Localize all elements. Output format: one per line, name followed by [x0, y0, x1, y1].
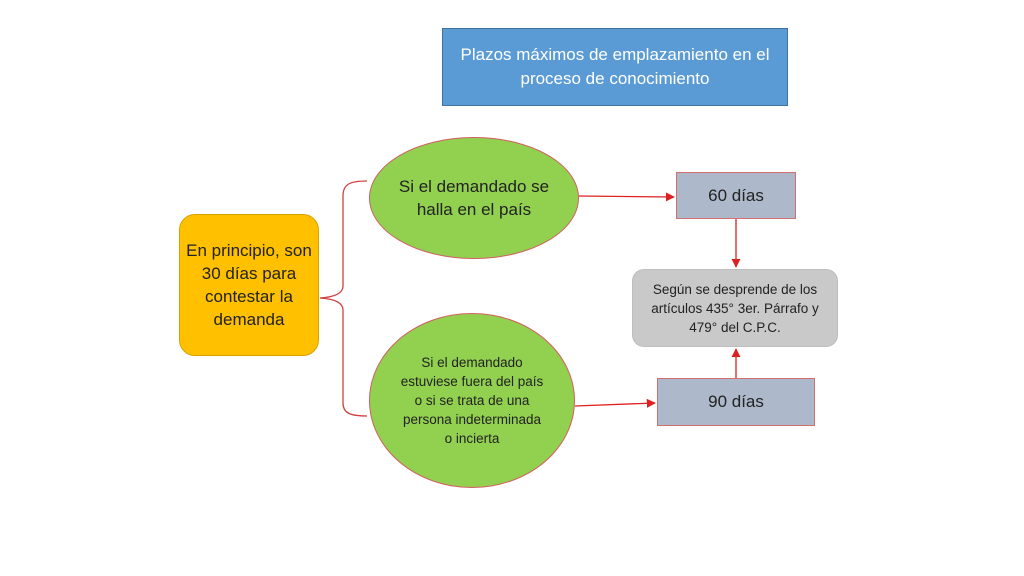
condition-in-country — [369, 137, 579, 259]
bracket-connector — [320, 181, 367, 416]
principle-box — [179, 214, 319, 356]
condition-in-country-text: Si el demandado se halla en el país — [398, 177, 550, 219]
diagram-title-text: Plazos máximos de emplazamiento en el proceso de conocimiento — [460, 45, 770, 88]
term-60-days-text: 60 días — [708, 185, 764, 205]
term-90-days-text: 90 días — [708, 392, 764, 411]
legal-source-note — [632, 269, 838, 347]
condition-abroad-text: Si el demandado estuviese fuera del país o si se trata de una persona indeterminada o incierta — [400, 355, 544, 446]
diagram-title — [442, 28, 788, 106]
condition-abroad-or-unknown — [369, 313, 575, 488]
term-90-days — [657, 378, 815, 426]
legal-source-note-text: Según se desprende de los artículos 435° 3er. Párrafo y 479° del C.P.C. — [651, 281, 819, 335]
arrow-fuera-to-90 — [575, 403, 655, 406]
term-60-days — [676, 172, 796, 219]
principle-text: En principio, son 30 días para contestar la demanda — [186, 241, 312, 329]
arrow-pais-to-60 — [579, 196, 674, 197]
